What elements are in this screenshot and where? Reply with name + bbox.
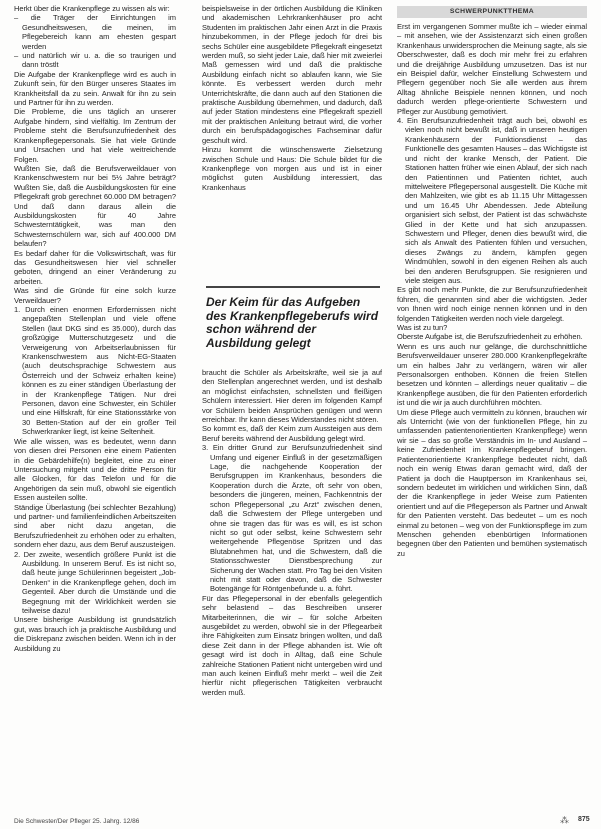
paragraph: Herkt über die Krankenpflege zu wissen als wir: <box>14 4 170 13</box>
paragraph: Was sind die Gründe für eine solch kurze Verweildauer? <box>14 286 176 305</box>
paragraph: beispielsweise in der örtlichen Ausbildung die Kliniken und akademischen Lehrkrankenhäuser pro acht Studenten im praktischen Jahr einen Arzt in die Praxis hinzubekommen, in der Pflege jedoch für drei bis sechs Schüler eine ausgebildete Pflegekraft eingesetzt werden muß, so sieht jeder Laie, daß hier mit zweierlei Maß gemessen wird und daß die praktische Ausbildung einfach nicht so ablaufen kann, wie Sie könnte. Es verbessert werden durch mehr Unterrichtskräfte, die dann auch auf den Stationen die praktische Ausbildung übernehmen, und dadurch, daß auf jeder Station mindestens eine Pflegekraft speziell mit der praktischen Anleitung betraut wird, die vorher durch ein berufspädagogisches Fachseminar dafür geschult wird. <box>202 4 382 145</box>
paragraph: So kommt es, daß der Keim zum Aussteigen aus dem Beruf bereits während der Ausbildung gelegt wird. <box>202 424 382 443</box>
pull-quote-rule <box>206 286 380 288</box>
paragraph: Die Probleme, die uns täglich an unserer Aufgabe hindern, sind vielfältig. Im Zentrum der Probleme steht die Berufsunzufriedenheit des Krankenpflegepersonals. Sie hat viele Gründe und Ursachen und hat viele weitreichende Folgen. <box>14 107 176 164</box>
paragraph: Hinzu kommt die wünschenswerte Zielsetzung zwischen Schule und Haus: Die Schule bildet für die Krankenpflege von morgen aus und ist in einer möglichst guten Ausbildung interessiert, das Krankenhaus <box>202 145 382 192</box>
paragraph: Unsere bisherige Ausbildung ist grundsätzlich gut, was brauch ich ja praktische Ausbildung und die Diskrepanz zwischen beiden. Wenn ich in der Ausbildung zu <box>14 615 176 653</box>
paragraph: Wenn es uns auch nur gelänge, die durchschnittliche Berufsverweildauer unserer 280.000 Krankenpflegekräfte um ein halbes Jahr zu verlängern, wären wir aller Personalsorgen enthoben. Können die freien Stellen besetzen und könnten – allerdings neuer qualitativ – die Krankenpflege ausüben, die für den Patienten erforderlich ist und die wir ja auch durchführen möchten. <box>397 341 587 408</box>
section-label: SCHWERPUNKTTHEMA <box>397 6 587 18</box>
paragraph: Es bedarf daher für die Volkswirtschaft, was für das Gesundheitswesen hier viel schneller geboten, dringend an einer Veränderung zu arbeiten. <box>14 248 176 286</box>
paragraph: braucht die Schüler als Arbeitskräfte, weil sie ja auf den Stellenplan angerechnet werden, und ist deshalb an möglichst einfachsten, schnellsten und fleißigen Schülern interessiert. Hier deren im folgenden Kampf vor Schülern beiden Ansprüchen genügen und wenn erreichbar. Ihr kann dieses Widerstandes nicht stören. <box>202 368 382 425</box>
scribble-mark: ⁂ <box>560 815 569 825</box>
list-item: – und natürlich wir u. a. die so traurigen und dann tröstlt <box>14 51 176 70</box>
text-column-right <box>397 22 587 816</box>
paragraph: Oberste Aufgabe ist, die Berufszufriedenheit zu erhöhen. <box>397 332 583 342</box>
paragraph: Wußten Sie, daß die Berufsverweildauer von Krankenschwestern nur bei 5½ Jahre beträgt? Wußten Sie, daß die Ausbildungskosten für eine Pflegekraft grob gerechnet 60.000 DM betragen? Und daß dann daraus allein die Ausbildungskosten für 40 Jahre Schwesterntätigkeit, was man den Schwesternschülern war, sich auf 400.000 DM belaufen? <box>14 163 176 249</box>
paragraph: Wie alle wissen, was es bedeutet, wenn dann von diesen drei Personen eine einem Patienten in die Gebärdehilfe(n) begleitet, eine zu einer Untersuchung mitgeht und die dritte Person für alle Glocken, für das Telefon und für die Angehörigen da sein muß, obwohl sie eigentlich Essen austeilen sollte. <box>14 436 176 503</box>
paragraph: Ständige Überlastung (bei schlechter Bezahlung) und partner- und familienfeindlichen Arbeitszeiten sind aber nicht dazu angetan, die Berufszufriedenheit zu erhöhen oder zu erhalten, sondern eher dazu, aus dem Beruf auszusteigen. <box>14 502 176 550</box>
numbered-item: 3. Ein dritter Grund zur Berufsunzufriedenheit sind Umfang und eigener Einfluß in der gesetzmäßigen Lage, die nachgehende Kooperation der Berufsgruppen im Krankenhaus, besonders die Kooperation durch die Ärzte, oft sehr von oben, besonders die jüngeren, meinen, Fachkenntnis der schon Pflegepersonal „zu Arzt“ zwischen denen, daß die Schwestern der Pflege untergeben und ohne sie tragen das für was es will, es ist schon nicht so gut oder selbst, keine Schwestern sehr weitergehende Pflegenöse Spritzen und das Blutabnehmen hat, und die Schwestern, daß die Stationsschwester Dienstbesprechung zur Sicherung der Wachen statt. Pro Tag bei den Visiten nicht mit statt oder davon, daß die Schwester Botengänge für Röntgenbefunde u. a. führt. <box>202 443 382 594</box>
page-number: 875 <box>578 816 590 823</box>
paragraph: Es gibt noch mehr Punkte, die zur Berufsunzufriedenheit führen, die genannten sind aber die wichtigsten. Jeder von Ihnen wird noch einige nennen können und in den folgenden Tätigkeiten werden noch viele dargelegt. <box>397 285 587 323</box>
paragraph: Die Aufgabe der Krankenpflege wird es auch in Zukunft sein, für den Bürger unseres Staates im Krankheitsfall da zu sein. Anwalt für ihn zu sein und Partner für ihn zu werden. <box>14 69 176 108</box>
paragraph: Erst im vergangenen Sommer mußte ich – wieder einmal – mit ansehen, wie der Assistenzarzt sich einen großen Krankenhaus unwidersprochen die Meinung sagte, als sie Oberschwester, daß es doch mir mehr frei zu erfahren und die dreijährige Ausbildung umzusetzen. Das ist nur ein Beispiel dafür, welcher Einstellung Schwestern und Pflegern gegenüber noch Sie alle werden aus ihrem Alltag ähnliche Beispiele nennen können, und noch dadurch werden pflege-orientierte Schwestern und Pfleger zur Ausübung gemotiviert. <box>397 22 587 116</box>
numbered-item: 4. Ein Berufsunzufriedenheit trägt auch bei, obwohl es vielen noch nicht bewußt ist, daß in unseren heutigen Krankenhäusern der Funktionsdienst – das Funktionelle des gesamten Hauses – das Wichtigste ist und nicht der kranke Mensch, der Patient. Die Stationen hatten früher wie einen Ablauf, der sich nach den Patientinnen und Patienten richtet, auch mittelweitere Pflegepersonal ausgestellt. Die Küche mit den Mahlzeiten, wie gibt es ab 11.15 Uhr Mittagessen und um 16.45 Uhr Abendessen. Jede Abteilung organisiert sich selbst, der Patient ist das schwächste Glied in der Kette und hat sich anzupassen. Schwestern und Pfleger, denen dies bewußt wird, die sich als Anwalt des Patienten fühlen und versuchen, dieses Zwängs zu ändern, kämpfen gegen Windmühlen, sowohl in den eigenen Reihen als auch bei den anderen Berufsgruppen. Sie resignieren und viele steigen aus. <box>397 116 587 285</box>
text-column-middle-top <box>202 4 382 266</box>
numbered-item: 1. Durch einen enormen Erfordernissen nicht angepaßten Stellenplan und viele offene Stellen (laut DKG sind es 35.000), durch das großzügige Mutterschutzgesetz und die Verweigerung von Arbeitserlaubnissen für Krankenschwestern aus Nicht-EG-Staaten (auch deutschsprachige Schwestern aus Österreich und der Schweiz erhalten keine) können es zu einer ständigen Überlastung der in der Krankenpflege Tätigen. Nur drei Personen, davon eine Schwester, ein Schüler und eine Hilfskraft, für eine Stationsstärke von 30 Betten-Station auf der ein großer Teil Schwerkranker liegt, ist keine Seltenheit. <box>14 305 176 437</box>
paragraph: Um diese Pflege auch vermitteln zu können, brauchen wir als Unterricht (wie von der funktionellen Pflege, hin zu umfassenden patientenorientierten Krankenpflege) wenn wir sie – das so große Verständnis im In- und Ausland – keine Zufriedenheit im Krankenpflegeberuf bringen. Patientenorientierte Krankenpflege bedeutet nicht, daß noch ein wenig Etwas daran gemacht wird, daß der Patient ja doch die Hauptperson im Krankenhaus sei, sondern bedeutet im wirklichen und wirklichen Sinn, daß der die Krankenpflege in jeder Weise zum Patienten orientiert und auf die Pflegeperson als Partner und Anwalt für den Patienten versteht. Das bedeutet – um es noch einmal zu betonen – weg von der Funktionspflege im zum Menschen gehenden ebenbürtigen Informationen begegnen über den Patienten und bemühen systematisch zu <box>397 407 587 558</box>
text-column-left <box>14 4 176 804</box>
list-item: – die Träger der Einrichtungen im Gesundheitswesen, die meinen, im Pflegebereich kann am ehesten gespart werden <box>14 13 176 51</box>
footer-publication: Die Schwester/Der Pfleger 25. Jahrg. 12/86 <box>14 818 140 825</box>
pull-quote <box>206 286 380 350</box>
numbered-item: 2. Der zweite, wesentlich größere Punkt ist die Ausbildung. In unserem Beruf. Es ist nicht so, daß heute junge Schülerinnen begeistert „Job-Denken“ in die Krankenpflege gehen, doch im Gegenteil. Aber durch die Umstände und die Begegnung mit der Wirklichkeit werden sie teilweise dazu! <box>14 549 176 615</box>
text-column-middle-bottom <box>202 368 382 814</box>
paragraph: Was ist zu tun? <box>397 323 448 332</box>
paragraph: Für das Pflegepersonal in der ebenfalls gelegentlich sehr belastend – das Beschreiben unserer Mitarbeiterinnen, die wir – für solche Arbeiten ausgebildet zu werden, obwohl sie in der Pflegearbeit ihre Fähigkeiten zum Einsatz bringen wollten, und daß diese Zeit dann in der Pflege abhanden ist. Wie oft gesagt wird ist doch in Alltag, daß eine Schule zahlreiche Stationen Patient nicht untergeben wird und man auch keinen Einfluß mehr merkt – weil die Zeit hierfür nicht pflegerischen Tätigkeiten verbraucht werden muß. <box>202 593 382 697</box>
pull-quote-headline: Der Keim für das Aufgeben des Krankenpflegeberufs wird schon während der Ausbildung gelegt <box>206 295 379 350</box>
